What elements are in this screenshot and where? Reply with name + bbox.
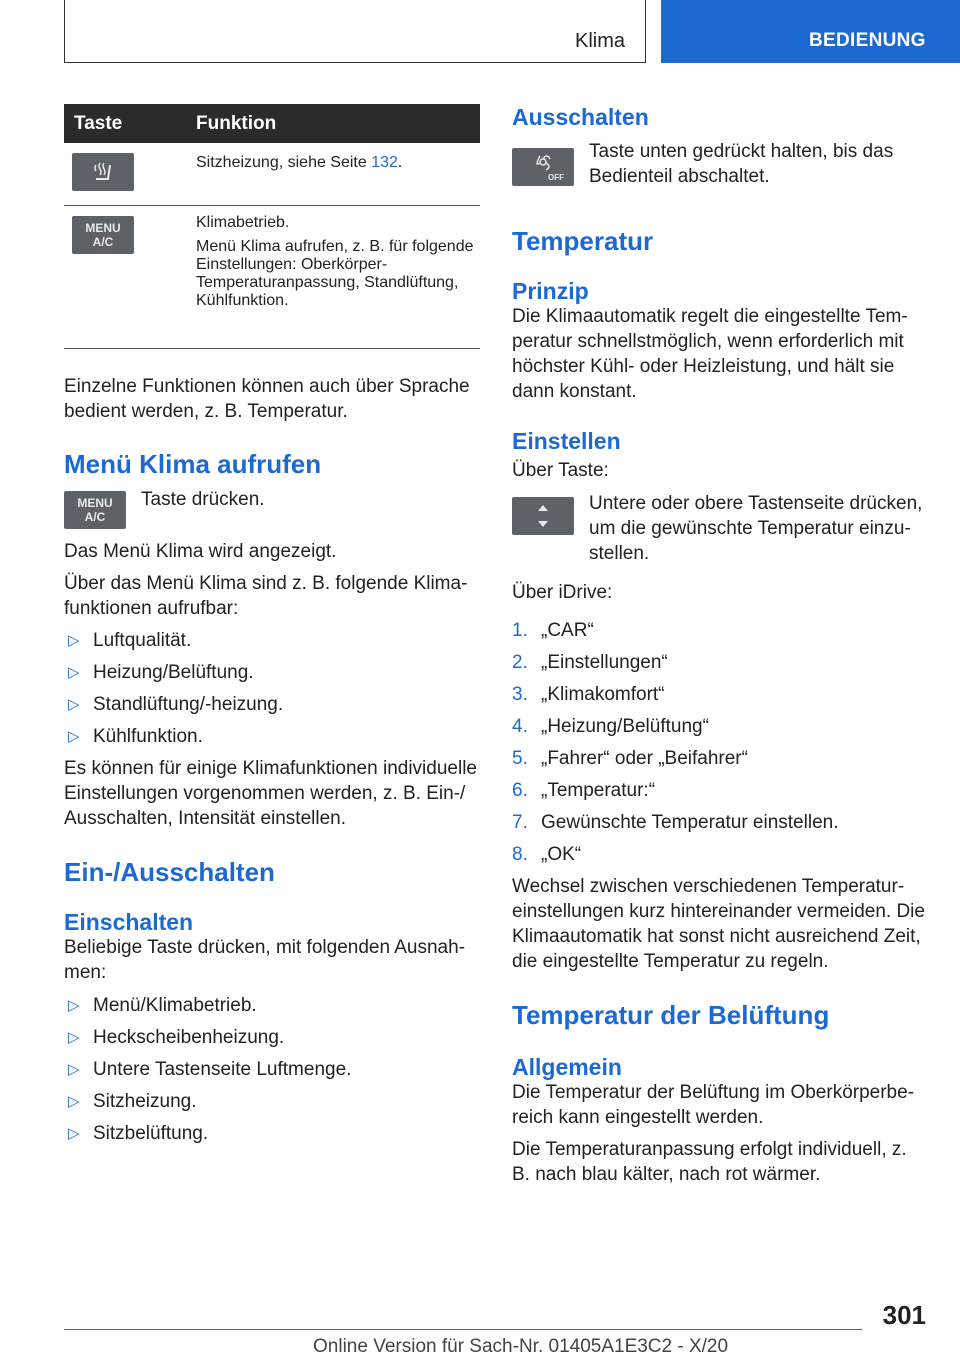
header-chapter-tab[interactable]: BEDIENUNG [661,0,960,63]
vent-text-2: Die Temperaturanpassung erfolgt individuell, z. B. nach blau kälter, nach rot wärmer. [512,1139,907,1185]
table-cell-seat-heating: Sitzheizung, siehe Seite 132. [196,154,403,171]
table-row [64,143,480,206]
footer-divider [64,1329,862,1330]
switch-on-text: Beliebige Taste drücken, mit folgenden Ausnahmen: [64,937,466,983]
table-row [64,206,480,349]
list-item: ▷ Standlüftung/-heizung. [68,694,284,715]
left-column [64,374,480,1153]
svg-text:OFF: OFF [548,173,564,182]
menu-press-row [64,491,480,533]
list-item: 8. „OK“ [512,844,582,865]
menu-ac-button-icon: MENU A/C [64,491,126,529]
via-idrive-text: Über iDrive: [512,582,613,603]
via-button-text: Über Taste: [512,460,609,481]
list-item: ▷ Untere Tastenseite Luftmenge. [68,1059,352,1080]
intro-text: Einzelne Funktionen können auch über Sprache bedient werden, z. B. Temperatur. [64,376,470,422]
list-item: 5. „Fahrer“ oder „Beifahrer“ [512,748,748,769]
menu-list-intro: Über das Menü Klima sind z. B. folgende Klimafunktionen aufrufbar: [64,573,468,619]
switch-on-exceptions [64,993,480,1146]
list-item: 2. „Einstellungen“ [512,652,668,673]
list-item: 6. „Temperatur:“ [512,780,656,801]
header-section-title: Klima [574,30,625,52]
key-function-table [64,104,480,349]
heading-switch-on: Einschalten [64,909,194,935]
heading-menu-climate: Menü Klima aufrufen [64,449,322,479]
list-item: 3. „Klimakomfort“ [512,684,665,705]
heading-switch-off: Ausschalten [512,104,649,130]
heading-vent-temperature: Temperatur der Belüftung [512,1000,830,1030]
heading-general: Allgemein [512,1054,622,1080]
heading-adjust: Einstellen [512,428,621,454]
list-item: 1. „CAR“ [512,620,594,641]
list-item: 4. „Heizung/Belüftung“ [512,716,709,737]
list-item: ▷ Sitzheizung. [68,1091,197,1112]
list-item: ▷ Luftqualität. [68,630,192,651]
menu-press-text: Taste drücken. [141,489,265,510]
menu-ac-icon: MENU A/C [72,216,134,254]
change-note: Wechsel zwischen verschiedenen Temperatureinstellungen kurz hintereinander vermeiden. Die Klimaautomatik hat sonst nicht ausreichend Zeit, die eingestellte Temperatur zu regeln. [512,876,925,972]
heading-principle: Prinzip [512,278,589,304]
switch-off-text: Taste unten gedrückt halten, bis das Bedienteil abschaltet. [589,141,894,187]
list-item: 7. Gewünschte Temperatur einstellen. [512,812,839,833]
heading-on-off: Ein-/Ausschalten [64,857,275,887]
menu-note: Es können für einige Klimafunktionen individuelle Einstellungen vorgenommen werden, z. B. Ein-/ Ausschalten, Intensität einstellen. [64,758,477,829]
temp-button-row [512,493,928,564]
header-section-box [64,0,646,63]
seat-heating-icon [72,153,134,191]
list-item: ▷ Menü/Klimabetrieb. [68,995,257,1016]
table-header-function: Funktion [196,113,277,134]
table-header [64,104,480,143]
page-link[interactable]: 132 [371,154,398,171]
menu-function-list [64,628,480,749]
switch-off-row [512,142,928,204]
footer-version: Online Version für Sach-Nr. 01405A1E3C2 - X/20 [313,1336,729,1357]
list-item: ▷ Heckscheibenheizung. [68,1027,285,1048]
vent-text-1: Die Temperatur der Belüftung im Oberkörperbereich kann eingestellt werden. [512,1082,915,1128]
table-cell-climate: Klimabetrieb. Menü Klima aufrufen, z. B. für folgende Einstellungen: Oberkörper-Temperaturanpassung, Standlüftung, Kühlfunktion. [196,214,474,309]
heading-temperature: Temperatur [512,226,654,256]
table-header-key: Taste [74,113,123,134]
list-item: ▷ Kühlfunktion. [68,726,203,747]
right-column [512,104,928,1187]
list-item: ▷ Heizung/Belüftung. [68,662,254,683]
up-down-arrow-icon [512,497,574,535]
idrive-steps [512,618,928,867]
page-number: 301 [882,1300,926,1330]
list-item: ▷ Sitzbelüftung. [68,1123,209,1144]
temp-button-text: Untere oder obere Tastenseite drücken, um die gewünschte Temperatur einzustellen. [589,493,923,564]
menu-shown-text: Das Menü Klima wird angezeigt. [64,541,337,562]
fan-off-icon [512,148,574,186]
principle-text: Die Klimaautomatik regelt die eingestellte Temperatur schnellstmöglich, wenn erforderlich mit höchster Kühl- oder Heizleistung, und hält sie dann konstant. [512,306,908,402]
